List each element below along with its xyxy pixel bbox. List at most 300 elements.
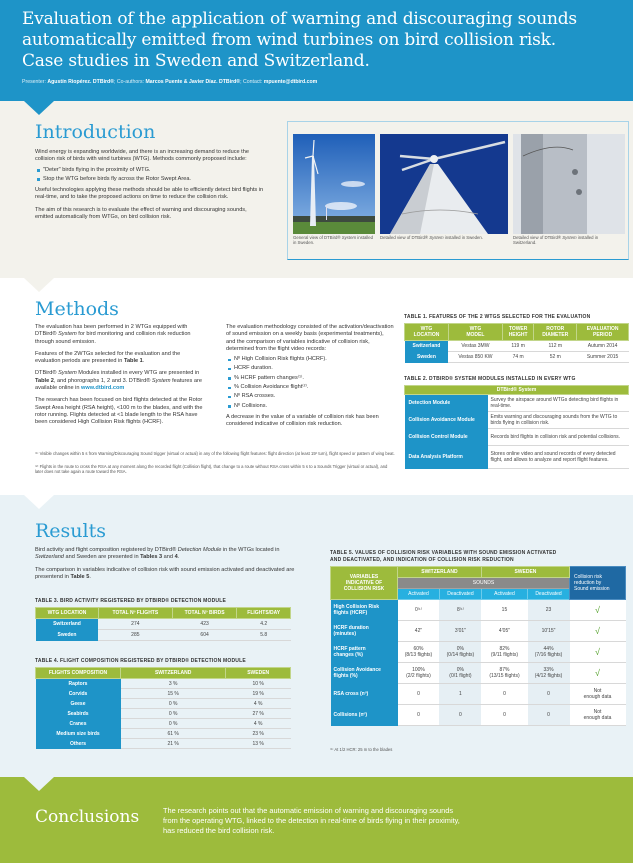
cell-line: 0 [503,712,506,718]
cell-line: 42" [414,628,423,634]
methods-bullets [226,356,394,410]
table4-cell: Medium size birds [36,729,121,739]
cell-line: 0% [456,667,465,673]
table4-cell: 0 % [121,719,226,729]
table5-cell [481,684,527,705]
table-row [36,719,291,729]
table3-cell: Sweden [36,630,99,641]
text: The comparison in variables indicative of collision risk with sound emission activated and deactivated are presentend in [35,566,295,580]
cell-line: 87% [499,667,510,673]
text: and [162,554,175,561]
table5-cell [439,642,481,663]
cell-line: (7/16 flights) [534,652,563,658]
table5-cell [481,642,527,663]
header-text: WTG [469,326,482,332]
cell-line: 4'05" [498,628,510,634]
photo-turbine-sweden-general [293,134,375,244]
table5-cell [439,663,481,684]
methods-paragraph [35,351,205,366]
table-row [36,679,291,689]
table5-cell [481,705,527,726]
table-row [36,630,291,641]
footnote: ⁽²⁾ Flights in the route to cross the RSA at any moment along the recorded flight (Collision flight), that change to a route without RSA cross within 5 s to a Sounds Trigger (virtual or actual), and later does not take again a route toward the RSA. [35,464,388,474]
cell-line: 60% [413,646,424,652]
table3-header: FLIGHTS/DAY [237,608,291,619]
table4-cell: 4 % [226,699,291,709]
table1-cell: Vestas 3MW [448,341,502,352]
table5-cell [528,705,570,726]
table-row [405,352,629,363]
turbine-photo-2 [380,134,508,234]
table4-cell: 23 % [226,729,291,739]
cell-line: (13/15 flights) [489,673,520,679]
photo-panel [287,121,629,260]
methods-bullet: % Collision Avoidance flight⁽²⁾. [226,384,394,391]
text-em: System [58,331,77,338]
intro-paragraph: The aim of this research is to evaluate the effect of warning and discouraging sounds, emitted automatically from WTGs, on bird collision risk. [35,206,247,221]
header-text: TOWER [508,326,528,332]
check-icon [570,621,626,642]
text: . [177,554,180,561]
turbine-photo-3 [513,134,625,234]
table4-cell: Raptors [36,679,121,689]
cell-line: (4/12 flights) [534,673,563,679]
section-notch [24,101,54,115]
table4-cell: 61 % [121,729,226,739]
table-row [331,600,626,621]
cell-line: 0% [456,646,465,652]
text: features are available online in [35,377,202,392]
text-em: Detection Module [177,547,222,553]
table2-module: Collision Avoidance Module [405,412,488,429]
results-section [0,495,633,777]
table5-cell [398,600,440,621]
header-text: EVALUATION [586,326,619,332]
caption-text: installed in Sweden. [293,235,374,246]
table3-cell: Switzerland [36,619,99,630]
intro-paragraph: Useful technologies applying these methods should be able to efficiently detect bird flights in real-time, and to take the proposed actions on time to reduce the collision risk. [35,187,264,201]
caption-text: Detailed view of DTBird® [513,235,563,240]
footnote: ⁽¹⁾ Visible changes within 5 s from Warning/Discouraging Sound trigger (virtual or actual) in any of the following flight features: flight direction (at least 15º turn), flight speed or pattern of wing beat. [35,451,395,456]
table1-header [448,324,502,341]
result-line: Not [593,688,602,694]
title-line: AND DEACTIVATED, AND INDICATION OF COLLISION RISK REDUCTION [330,556,514,563]
table2-module: Collision Control Module [405,429,488,446]
table5-cell [481,663,527,684]
caption-em: System [429,235,444,240]
section-notch [24,495,54,509]
table-row [36,709,291,719]
methods-paragraph: A decrease in the value of a variable of collision risk has been considered indicative of collision risk reduction. [226,413,379,428]
cell-line: 0⁽¹⁾ [415,607,422,613]
caption-text: installed in Switzerland. [513,235,599,246]
table1-cell: 112 m [534,341,577,352]
methods-paragraph [35,370,205,392]
methods-paragraph: The evaluation methodology consisted of the activation/deactivation of sound emission on a weekly basis (experimental treatments), and the comparison of variables indicative of collision risk, determined from the flight video records: [226,324,394,352]
table2-description: Stores online video and sound records of every detected flight, and allows to analyze and report flight features. [488,446,629,469]
photo-turbine-switzerland-detail [513,134,625,244]
table5-cell [481,621,527,642]
table5-variable [331,600,398,621]
table-row [405,429,629,446]
label-line: (minutes) [333,631,356,637]
methods-col1 [35,324,205,427]
header-text: INDICATIVE OF [345,580,383,586]
table5-state-header: Deactivated [528,589,570,600]
table5-cell [528,642,570,663]
cell-line: 15 [501,607,508,613]
caption-text: Detailed view of DTBird® [380,235,430,240]
text: . [142,358,145,365]
table2 [404,385,629,469]
header-text: VARIABLES [349,574,379,580]
header-text: DIAMETER [542,332,569,338]
photo-caption [380,235,510,240]
table-row [405,341,629,352]
cell-line: (0/14 flights) [446,652,475,658]
table1-header [405,324,449,341]
section-notch [24,278,54,292]
table5-state-header: Activated [398,589,440,600]
header-text: Collision risk [574,574,603,580]
result-line: enough data [583,715,612,721]
conclusions-section [0,777,633,863]
cell-line: 1 [459,691,462,697]
check-icon [570,663,626,684]
conclusions-line: The research points out that the automatic emission of warning and discouraging sounds [163,806,454,815]
table2-module: Detection Module [405,395,488,412]
text-bold: Table 5 [70,573,90,580]
table3-cell: 604 [172,630,237,641]
text-em: Switzerland [35,554,64,561]
table5-cell [528,600,570,621]
table3-cell: 285 [98,630,172,641]
conclusions-line: has reduced the bird collision risk. [163,826,275,835]
table5-footnote: ⁽¹⁾ At 1/2 HCR: 25 m to the blades [330,747,393,752]
label-line: HCRF pattern [333,646,366,652]
table-row [331,705,626,726]
table-row [36,619,291,630]
table5-country-header: SWEDEN [481,567,569,578]
table4-cell: 19 % [226,689,291,699]
table-row [36,729,291,739]
poster-header [0,0,633,101]
methods-col2 [226,324,394,429]
table2-description: Emits warning and discouraging sounds from the WTG to birds flying in collision risk. [488,412,629,429]
conclusions-text [163,806,623,836]
section-notch [24,777,54,791]
table5-cell [398,663,440,684]
table-row [331,621,626,642]
table1-cell: Summer 2015 [577,352,629,363]
title-line: automatically emitted from wind turbines on bird collision risk. [22,30,556,50]
table4-cell: 13 % [226,739,291,749]
cell-line: 8⁽¹⁾ [456,607,464,613]
table4-cell: Others [36,739,121,749]
authors-line [22,79,615,85]
table1-cell: 52 m [534,352,577,363]
text-bold: Table 2 [35,377,54,384]
table5-variable [331,663,398,684]
table4-cell: 3 % [121,679,226,689]
label-line: flights (%) [333,673,358,679]
introduction-heading: Introduction [35,121,156,143]
caption-em: System [562,235,577,240]
table1-cell: Switzerland [405,341,449,352]
table4-header: SWEDEN [226,668,291,679]
table2-module: Data Analysis Platform [405,446,488,469]
table-row [331,684,626,705]
table3-header: WTG LOCATION [36,608,99,619]
title-line: Case studies in Sweden and Switzerland. [22,51,370,71]
table5-title [330,550,556,563]
text: in the WTGs located in [221,547,280,553]
table5-state-header: Activated [481,589,527,600]
table4-header: SWITZERLAND [121,668,226,679]
table4-title: TABLE 4. FLIGHT COMPOSITION REGISTERED BY DTBIRD® DETECTION MODULE [35,658,246,664]
results-paragraph [35,547,295,562]
table5-cell [528,684,570,705]
presenter-label: Presenter: [22,79,48,85]
table4-cell: Geese [36,699,121,709]
contact-label: ; Contact: [240,79,264,85]
table1-header [502,324,533,341]
methods-bullet: Nº RSA crosses. [226,393,394,400]
text-bold: Tables 3 [140,554,163,561]
caption-text: installed in Sweden. [443,235,484,240]
text: for bird monitoring and collision risk reduction through sound emission. [35,331,191,345]
header-text: HEIGHT [508,332,528,338]
table-row [331,663,626,684]
methods-bullet: % HCRF pattern changes⁽¹⁾. [226,375,394,382]
cell-line: 44% [543,646,554,652]
table3-cell: 423 [172,619,237,630]
table4-cell: 15 % [121,689,226,699]
results-heading: Results [35,520,106,542]
table5-cell [398,642,440,663]
poster-title [22,9,615,72]
coauthors-names: Marcos Puente & Javier Díaz. DTBird® [145,79,241,85]
label-line: HCRF duration [333,625,369,631]
conclusions-line: from the operating WTG, linked to the detection in real-time of birds flying in their proximity, [163,816,460,825]
photo-caption [293,235,375,245]
text-em: System [58,370,77,377]
cell-line: (9/11 flights) [490,652,519,658]
photo-caption [513,235,608,245]
table-row [405,412,629,429]
table2-description: Survey the airspace around WTGs detecting bird flights in real-time. [488,395,629,412]
table4-cell: 27 % [226,709,291,719]
text: The evaluation has been performed in 2 WTGs equipped with DTBird® [35,324,188,338]
table2-header: DTBird® System [405,386,629,395]
table5-cell [398,684,440,705]
check-icon [570,600,626,621]
table3 [35,607,291,641]
title-line: TABLE 5. VALUES OF COLLISION RISK VARIABLES WITH SOUND EMISSION ACTIVATED [330,550,557,556]
label-line: flights (HCRF) [333,610,368,617]
table1-cell: 74 m [502,352,533,363]
table5-cell [439,684,481,705]
checkmark: √ [595,647,600,657]
header-text: COLLISION RISK [343,586,385,592]
table4-cell: Cranes [36,719,121,729]
table5-result-header [570,567,626,600]
checkmark: √ [595,626,600,636]
cell-line: 82% [499,646,510,652]
table5-sounds-header: SOUNDS [398,578,570,589]
table3-cell: 4.2 [237,619,291,630]
text-bold: 4 [174,554,178,561]
cell-line: 0 [417,712,420,718]
text: Features of the 2WTGs selected for the evaluation and the evaluation periods are presented in [35,350,181,365]
table3-title: TABLE 3. BIRD ACTIVITY REGISTERED BY DTBIRD® DETECTION MODULE [35,598,226,604]
contact-email[interactable]: mpuente@dtbird.com [263,79,318,85]
table1-header [534,324,577,341]
presenter-name: Agustín Riopérez. DTBird® [47,79,115,85]
table5-variable [331,684,398,705]
methods-section [0,278,633,495]
header-text: ROTOR [546,326,565,332]
table5-result [570,705,626,726]
table2-description: Records bird flights in collision risk and potential collisions. [488,429,629,446]
table5-cell [439,705,481,726]
table3-header: TOTAL Nº BIRDS [172,608,237,619]
results-body [35,547,295,581]
table-row [331,642,626,663]
title-line: Evaluation of the application of warning and discouraging sounds [22,9,577,29]
intro-paragraph: Wind energy is expanding worldwide, and there is an increasing demand to reduce the collision risk of birds with wind turbines (WTG). Methods commonly proposed include: [35,149,249,163]
table5-cell [528,621,570,642]
table5-cell [481,600,527,621]
results-paragraph [35,567,295,582]
table5 [330,566,626,726]
table3-header: TOTAL Nº FLIGHTS [98,608,172,619]
cell-line: 0 [417,691,420,697]
header-text: reduction by [574,580,602,586]
table5-result [570,684,626,705]
table1 [404,323,629,363]
methods-bullet: HCRF duration. [226,365,394,372]
table1-header [577,324,629,341]
table5-variable [331,705,398,726]
text-bold: Table 1 [123,358,143,365]
check-icon [570,642,626,663]
cell-line: 0 [459,712,462,718]
turbine-photo-1 [293,134,375,234]
methods-heading: Methods [35,298,119,320]
label-line: Collisions (nº) [333,712,367,718]
table-row [405,395,629,412]
conclusions-heading: Conclusions [35,807,140,827]
table4-cell: Corvids [36,689,121,699]
table5-variable [331,621,398,642]
table5-state-header: Deactivated [439,589,481,600]
text: , and phorographs 1, 2 and 3. DTBird® [53,377,152,384]
cell-line: (2/2 flights) [406,673,431,679]
table1-cell: 119 m [502,341,533,352]
table5-country-header: SWITZERLAND [398,567,482,578]
text: DTBird® [35,370,59,377]
intro-bullet: Stop the WTG before birds fly across the Rotor Swept Area. [35,176,265,183]
cell-line: 23 [545,607,552,613]
label-line: RSA cross (nº) [333,691,369,697]
result-line: Not [593,709,602,715]
table1-cell: Autumn 2014 [577,341,629,352]
table3-cell: 274 [98,619,172,630]
photo-turbine-sweden-detail [380,134,508,244]
table2-title: TABLE 2. DTBIRD® SYSTEM MODULES INSTALLED IN EVERY WTG [404,376,576,382]
table4 [35,667,291,749]
table4-cell: 0 % [121,699,226,709]
intro-bullets [35,167,265,184]
cell-line: 0 [547,691,550,697]
table-row [405,446,629,469]
table5-corner-header [331,567,398,600]
table-row [36,689,291,699]
label-line: Collision Avoidance [333,667,381,673]
coauthors-label: ; Co-authors: [114,79,146,85]
header-text: PERIOD [593,332,613,338]
label-line: High Collision Risk [333,604,380,611]
text: Modules installed in every WTG are presented in [76,370,200,377]
methods-bullet: Nº High Collision Risk flights (HCRF). [226,356,394,363]
caption-text: General view of DTBird® [293,235,342,240]
text: Bird activity and flight composition registered by DTBird® [35,547,178,553]
table4-cell: 10 % [226,679,291,689]
table4-cell: 0 % [121,709,226,719]
table4-cell: Seabirds [36,709,121,719]
text-em: System [151,377,171,384]
cell-line: 100% [412,667,425,673]
website-link[interactable]: www.dtbird.com [81,385,125,392]
header-text: LOCATION [413,332,440,338]
table5-cell [398,705,440,726]
table3-cell: 5.8 [237,630,291,641]
label-line: changes (%) [333,652,363,658]
table5-cell [398,621,440,642]
methods-bullet: Nº Collisions. [226,403,394,410]
result-line: enough data [583,694,612,700]
table-row [36,739,291,749]
text: and Sweden are presented in [63,554,141,561]
caption-em: System [341,235,357,240]
header-text: WTG [420,326,433,332]
table1-cell: Vestas 850 KW [448,352,502,363]
header-text: Sound emission [574,586,610,592]
methods-paragraph [35,324,205,346]
cell-line: 0 [503,691,506,697]
cell-line: 10'15" [541,628,556,634]
cell-line: 33% [543,667,554,673]
table5-cell [439,621,481,642]
table1-cell: Sweden [405,352,449,363]
table-row [36,699,291,709]
checkmark: √ [595,668,600,678]
cell-line: (8/13 flights) [404,652,433,658]
table1-title: TABLE 1. FEATURES OF THE 2 WTGS SELECTED FOR THE EVALUATION [404,314,591,320]
cell-line: (0/1 flight) [449,673,472,679]
table4-cell: 4 % [226,719,291,729]
cell-line: 0 [547,712,550,718]
table5-variable [331,642,398,663]
table5-cell [528,663,570,684]
checkmark: √ [595,605,600,615]
table4-header: FLIGHTS COMPOSITION [36,668,121,679]
header-text: MODEL [466,332,485,338]
table5-cell [439,600,481,621]
introduction-body [35,149,265,221]
cell-line: 3'01" [454,628,466,634]
